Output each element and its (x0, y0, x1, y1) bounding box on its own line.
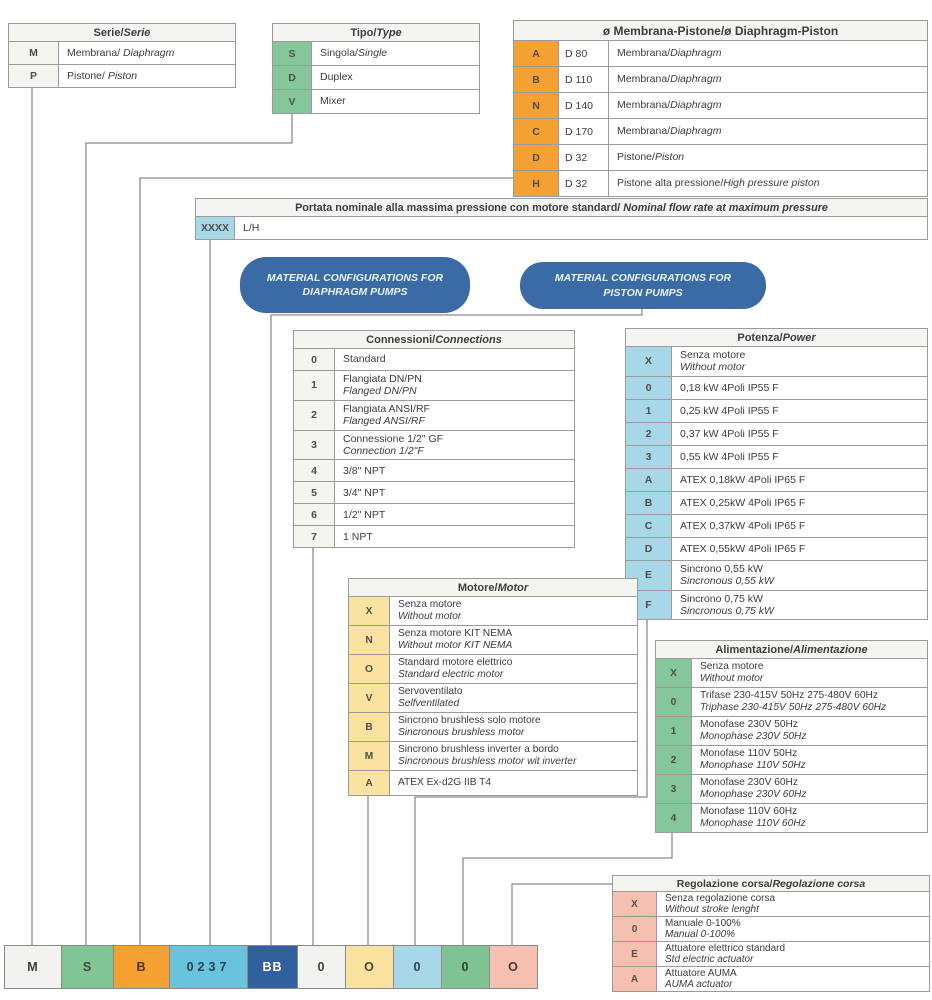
code-description: Attuatore AUMA AUMA actuator (657, 967, 929, 991)
description-line: Senza motore (398, 599, 462, 610)
diameter-size-cell: D 170 (559, 119, 609, 144)
code-description (609, 145, 927, 170)
title-english: Serie (123, 27, 151, 39)
description-line: 3/8" NPT (343, 464, 386, 477)
table-row (656, 717, 927, 746)
code-key-cell: 3 (656, 775, 692, 803)
description-line: Standard (343, 353, 386, 366)
code-cell-label: B (136, 960, 147, 974)
title-english: Power (782, 332, 816, 344)
description-line: Sincrono 0,55 kW (680, 562, 763, 575)
table-row (273, 90, 479, 113)
title-italian: Potenza/ (737, 332, 783, 344)
description-line: Connessione 1/2" GF (343, 432, 444, 445)
code-description (312, 42, 479, 65)
table-row (294, 401, 574, 431)
table-row (196, 217, 927, 239)
table-row (349, 655, 637, 684)
code-key-cell: X (656, 659, 692, 687)
motor-table-title (349, 579, 637, 597)
code-key-cell: 6 (294, 504, 335, 525)
code-key-cell: O (349, 655, 390, 683)
description-line: Senza motore KIT NEMA (398, 628, 513, 640)
code-cell (113, 946, 169, 988)
title-italian: Portata nominale alla massima pressione con motore standard/ (295, 202, 624, 214)
description-line: 3/4" NPT (343, 486, 386, 499)
table-row (349, 771, 637, 795)
code-key-cell: E (626, 561, 672, 590)
code-description: Sincrono 0,55 kW Sincronous 0,55 kW (672, 561, 927, 590)
description-line: Pistone/Piston (617, 151, 685, 164)
description-line: ATEX Ex-d2G IIB T4 (398, 777, 492, 789)
description-line: Standard motore elettrico (398, 657, 513, 669)
code-description (609, 93, 927, 118)
code-key-cell: 5 (294, 482, 335, 503)
table-row (656, 775, 927, 804)
description-line: 1 NPT (343, 530, 373, 543)
code-description (672, 492, 927, 514)
code-key-cell: D (626, 538, 672, 560)
description-line: Membrana/Diaphragm (617, 47, 722, 60)
code-cell (489, 946, 537, 988)
code-key-cell: 3 (626, 446, 672, 468)
code-description: Senza motore Without motor (692, 659, 927, 687)
flow-rate-title (196, 199, 927, 217)
code-key-cell: B (626, 492, 672, 514)
table-row (613, 892, 929, 917)
description-line: ATEX 0,25kW 4Poli IP65 F (680, 496, 806, 509)
code-description (312, 66, 479, 89)
code-key-cell: D (514, 145, 559, 170)
description-line: Membrana/Diaphragm (617, 99, 722, 112)
code-key-cell: B (514, 67, 559, 92)
table-row (656, 746, 927, 775)
description-line: Monofase 110V 60Hz (700, 806, 798, 818)
table-row (294, 526, 574, 547)
code-key-cell: X (349, 597, 390, 625)
code-cell-label: 0 (317, 960, 326, 974)
table-row (273, 66, 479, 90)
tipo-table (272, 23, 480, 114)
stroke-regulation-table (612, 875, 930, 992)
table-row (9, 65, 235, 87)
code-description (312, 90, 479, 113)
code-description: Sincrono 0,75 kW Sincronous 0,75 kW (672, 591, 927, 620)
table-row (626, 377, 927, 400)
code-key-cell: N (514, 93, 559, 118)
code-cell-label: 0 (413, 960, 422, 974)
code-description: Trifase 230-415V 50Hz 275-480V 60Hz Triphase 230-415V 50Hz 275-480V 60Hz (692, 688, 927, 716)
code-key-cell: V (349, 684, 390, 712)
title-italian: Alimentazione/ (715, 644, 794, 656)
table-row (294, 431, 574, 461)
code-key-cell: 1 (294, 371, 335, 400)
description-line: Senza motore (700, 661, 764, 672)
code-key-cell: 3 (294, 431, 335, 460)
code-cell-label: 0 (461, 960, 470, 974)
table-row (514, 119, 927, 145)
description-line: Membrana/Diaphragm (617, 73, 722, 86)
description-line: ATEX 0,18kW 4Poli IP65 F (680, 473, 806, 486)
diameter-size-cell: D 32 (559, 171, 609, 196)
table-row (349, 626, 637, 655)
code-key-cell: XXXX (196, 217, 235, 239)
code-key-cell: 4 (656, 804, 692, 832)
code-description: Attuatore elettrico standard Std electric actuator (657, 942, 929, 966)
material-config-piston-box: MATERIAL CONFIGURATIONS FOR PISTON PUMPS (520, 262, 766, 309)
table-row (626, 515, 927, 538)
code-cell-label: 0237 (186, 960, 231, 974)
code-cell (169, 946, 247, 988)
code-key-cell: F (626, 591, 672, 620)
description-line: 0,18 kW 4Poli IP55 F (680, 381, 779, 394)
title-italian: Serie/ (93, 27, 124, 39)
code-cell (441, 946, 489, 988)
code-description: Flangiata ANSI/RF Flanged ANSI/RF (335, 401, 574, 430)
code-cell-label: O (364, 960, 375, 974)
description-line: Flangiata DN/PN (343, 373, 422, 385)
table-row (294, 371, 574, 401)
description-line: Sincrono 0,75 kW (680, 592, 763, 605)
description-line: ATEX 0,37kW 4Poli IP65 F (680, 519, 806, 532)
description-line: Sincrono brushless inverter a bordo (398, 744, 559, 756)
code-description: Sincrono brushless solo motore Sincronous brushless motor (390, 713, 637, 741)
diameter-size-cell: D 140 (559, 93, 609, 118)
code-description: Servoventilato Selfventilated (390, 684, 637, 712)
code-key-cell: A (613, 967, 657, 991)
code-description: Monofase 230V 50Hz Monophase 230V 50Hz (692, 717, 927, 745)
code-description: Monofase 230V 60Hz Monophase 230V 60Hz (692, 775, 927, 803)
code-key-cell: A (514, 41, 559, 66)
diameter-size-cell: D 32 (559, 145, 609, 170)
power-table-title (626, 329, 927, 347)
description-line: 0,37 kW 4Poli IP55 F (680, 427, 779, 440)
table-row (294, 482, 574, 504)
table-row (273, 42, 479, 66)
table-row (514, 171, 927, 196)
code-key-cell: P (9, 65, 59, 87)
code-description (672, 538, 927, 560)
code-cell-label: S (82, 960, 93, 974)
table-row (349, 597, 637, 626)
model-code-row (4, 945, 538, 989)
code-description (672, 400, 927, 422)
code-description (390, 771, 637, 795)
code-description (609, 67, 927, 92)
code-key-cell: S (273, 42, 312, 65)
description-line: Trifase 230-415V 50Hz 275-480V 60Hz (700, 690, 879, 702)
description-line: Monofase 230V 60Hz (700, 777, 798, 789)
table-row (656, 804, 927, 832)
description-line: Flangiata ANSI/RF (343, 402, 430, 415)
flow-rate-unit: L/H (243, 221, 260, 234)
title-italian: ø Membrana-Pistone/ (602, 24, 725, 38)
title-english: Connections (435, 334, 502, 346)
code-cell (5, 946, 61, 988)
code-description (672, 377, 927, 399)
table-row (514, 145, 927, 171)
table-row (514, 41, 927, 67)
code-description (335, 460, 574, 481)
code-description: Senza regolazione corsa Without stroke lenght (657, 892, 929, 916)
code-key-cell: A (626, 469, 672, 491)
code-description: Senza motore Without motor (390, 597, 637, 625)
title-italian: Connessioni/ (366, 334, 436, 346)
code-key-cell: M (349, 742, 390, 770)
diameter-table-title (514, 21, 927, 41)
code-description (672, 423, 927, 445)
stroke-regulation-table-title (613, 876, 929, 892)
code-key-cell: H (514, 171, 559, 196)
code-cell (61, 946, 113, 988)
description-line: Membrana/Diaphragm (617, 125, 722, 138)
flow-rate-table (195, 198, 928, 240)
table-row (626, 400, 927, 423)
code-key-cell: 7 (294, 526, 335, 547)
description-line: Servoventilato (398, 686, 463, 698)
code-key-cell: X (626, 347, 672, 376)
description-line: ATEX 0,55kW 4Poli IP65 F (680, 542, 806, 555)
description-line: Duplex (320, 71, 353, 84)
code-cell (247, 946, 297, 988)
title-english: Motor (497, 582, 529, 594)
code-key-cell: 0 (613, 917, 657, 941)
description-line: Attuatore AUMA (665, 968, 737, 979)
title-italian: Motore/ (457, 582, 498, 594)
code-description (672, 469, 927, 491)
table-row (626, 347, 927, 377)
description-line: Manuale 0-100% (665, 918, 741, 929)
code-description (609, 41, 927, 66)
table-row (294, 460, 574, 482)
title-english: Nominal flow rate at maximum pressure (623, 202, 828, 214)
code-description: Monofase 110V 60Hz Monophase 110V 60Hz (692, 804, 927, 832)
connections-table-title (294, 331, 574, 349)
motor-table (348, 578, 638, 796)
table-row (626, 423, 927, 446)
description-line: Sincrono brushless solo motore (398, 715, 541, 727)
table-row (9, 42, 235, 65)
description-line: Singola/Single (320, 47, 388, 60)
code-cell (297, 946, 345, 988)
table-row (656, 688, 927, 717)
code-description (335, 526, 574, 547)
description-line: Monofase 110V 50Hz (700, 748, 798, 760)
description-line: Pistone/ Piston (67, 69, 138, 82)
description-line: Attuatore elettrico standard (665, 943, 786, 954)
code-description: Senza motore Without motor (672, 347, 927, 376)
description-line: 0,25 kW 4Poli IP55 F (680, 404, 779, 417)
description-line: 1/2" NPT (343, 508, 386, 521)
description-line: Monofase 230V 50Hz (700, 719, 798, 731)
table-row (626, 469, 927, 492)
title-english: ø Diaphragm-Piston (724, 24, 839, 38)
code-description (672, 515, 927, 537)
code-key-cell: 0 (656, 688, 692, 716)
code-key-cell: 4 (294, 460, 335, 481)
tipo-table-title (273, 24, 479, 42)
code-key-cell: N (349, 626, 390, 654)
code-key-cell: V (273, 90, 312, 113)
code-description (672, 446, 927, 468)
table-row (613, 942, 929, 967)
code-description (609, 171, 927, 196)
serie-table (8, 23, 236, 88)
diameter-size-cell: D 110 (559, 67, 609, 92)
code-key-cell: C (514, 119, 559, 144)
power-table (625, 328, 928, 620)
description-line: Mixer (320, 95, 346, 108)
code-description (59, 65, 235, 87)
code-description (609, 119, 927, 144)
table-row (613, 967, 929, 991)
description-line: Senza regolazione corsa (665, 893, 776, 904)
code-key-cell: C (626, 515, 672, 537)
code-description (335, 349, 574, 370)
code-key-cell: 2 (626, 423, 672, 445)
code-key-cell: B (349, 713, 390, 741)
code-key-cell: A (349, 771, 390, 795)
code-description: Standard motore elettrico Standard electric motor (390, 655, 637, 683)
code-description (335, 504, 574, 525)
power-supply-table-title (656, 641, 927, 659)
code-description: Monofase 110V 50Hz Monophase 110V 50Hz (692, 746, 927, 774)
code-key-cell: X (613, 892, 657, 916)
title-english: Regolazione corsa (772, 878, 866, 890)
title-english: Type (376, 27, 402, 39)
power-supply-table (655, 640, 928, 833)
diameter-table (513, 20, 928, 197)
table-row (626, 446, 927, 469)
code-key-cell: 1 (656, 717, 692, 745)
table-row (349, 684, 637, 713)
table-row (626, 561, 927, 591)
code-description: Senza motore KIT NEMA Without motor KIT NEMA (390, 626, 637, 654)
code-description (59, 42, 235, 64)
code-key-cell: E (613, 942, 657, 966)
table-row (656, 659, 927, 688)
description-line: 0,55 kW 4Poli IP55 F (680, 450, 779, 463)
table-row (626, 492, 927, 515)
code-key-cell: M (9, 42, 59, 64)
table-row (294, 504, 574, 526)
title-italian: Tipo/ (350, 27, 377, 39)
diameter-size-cell: D 80 (559, 41, 609, 66)
description-line: Pistone alta pressione/High pressure piston (617, 177, 820, 190)
code-description: Flangiata DN/PN Flanged DN/PN (335, 371, 574, 400)
code-key-cell: D (273, 66, 312, 89)
table-row (294, 349, 574, 371)
code-key-cell: 2 (294, 401, 335, 430)
code-key-cell: 0 (626, 377, 672, 399)
title-english: Alimentazione (793, 644, 868, 656)
table-row (613, 917, 929, 942)
code-description (335, 482, 574, 503)
serie-table-title (9, 24, 235, 42)
table-row (349, 713, 637, 742)
code-key-cell: 1 (626, 400, 672, 422)
table-row (626, 591, 927, 620)
code-description: Connessione 1/2" GF Connection 1/2"F (335, 431, 574, 460)
title-italian: Regolazione corsa/ (676, 878, 773, 890)
description-line: Senza motore (680, 349, 746, 361)
table-row (514, 67, 927, 93)
code-cell-label: O (508, 960, 519, 974)
description-line: Membrana/ Diaphragm (67, 46, 175, 59)
code-cell (393, 946, 441, 988)
code-description: Manuale 0-100% Manual 0-100% (657, 917, 929, 941)
material-config-diaphragm-box: MATERIAL CONFIGURATIONS FOR DIAPHRAGM PUMPS (240, 257, 470, 313)
code-description: Sincrono brushless inverter a bordo Sincronous brushless motor wit inverter (390, 742, 637, 770)
code-cell (345, 946, 393, 988)
table-row (514, 93, 927, 119)
code-key-cell: 0 (294, 349, 335, 370)
connections-table (293, 330, 575, 548)
code-key-cell: 2 (656, 746, 692, 774)
code-cell-label: M (27, 960, 39, 974)
table-row (626, 538, 927, 561)
table-row (349, 742, 637, 771)
code-cell-label: BB (262, 960, 283, 974)
